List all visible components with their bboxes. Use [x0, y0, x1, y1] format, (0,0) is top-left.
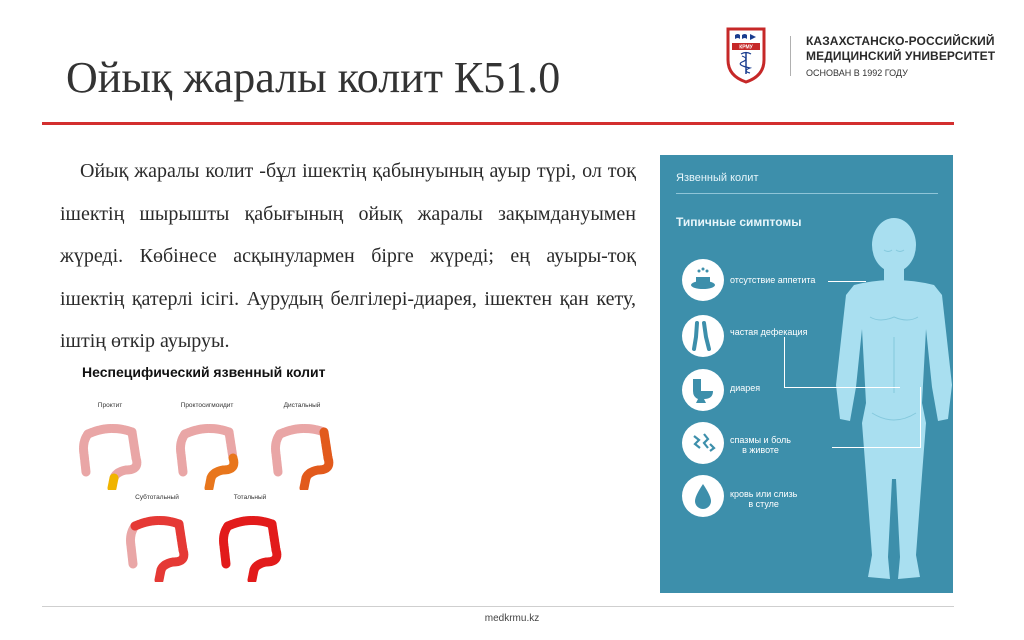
colon-segment-rectum — [304, 478, 306, 488]
colon-label: Тотальный — [233, 494, 267, 501]
university-founded: ОСНОВАН В 1992 ГОДУ — [806, 68, 908, 78]
colon-segment-sigmoid — [211, 458, 234, 478]
colon-segment-sigmoid — [306, 458, 329, 478]
colon-label: Субтотальный — [135, 494, 179, 501]
colon-segment-ascending — [276, 434, 281, 472]
symptom-label-line: кровь или слизь — [730, 489, 798, 499]
leader-line — [828, 281, 866, 282]
colon-segment-rectum — [209, 478, 211, 488]
colon-label: Проктосигмоидит — [180, 402, 234, 409]
colon-diagram-total — [205, 494, 295, 584]
colon-segment-rectum — [252, 570, 254, 580]
symptom-label: диарея — [730, 383, 761, 393]
colon-segment-sigmoid — [114, 458, 137, 478]
university-logo — [724, 26, 1014, 88]
drop-icon — [682, 475, 724, 517]
human-body-figure — [810, 217, 953, 593]
leader-line — [784, 337, 785, 387]
logo-abbr: КРМУ — [739, 44, 753, 51]
colon-segment-rectum — [159, 570, 161, 580]
colon-label: Дистальный — [283, 402, 321, 409]
symptom-label: отсутствие аппетита — [730, 275, 816, 285]
plate-icon — [682, 259, 724, 301]
symptom-label-line: спазмы и боль — [730, 435, 791, 445]
university-emblem-icon — [724, 26, 768, 84]
symptom-label — [730, 435, 791, 455]
colon-diagram-subtotal — [112, 494, 202, 584]
footer-divider — [42, 606, 954, 607]
symptoms-infographic — [660, 155, 953, 593]
university-name-line1: КАЗАХСТАНСКО-РОССИЙСКИЙ — [806, 34, 995, 48]
colon-diagram-proctosigmoiditis — [162, 402, 252, 492]
colon-icon — [70, 414, 150, 490]
body-paragraph: Ойық жаралы колит -бұл ішектің қабынуының ауыр түрі, ол тоқ ішектің шырышты қабығының ойық жаралы зақымдануымен жүреді. Көбінесе асқынулармен бірге жүреді; ең ауыры-тоқ ішектің қатерлі ісігі. Аурудың белгілері-диарея, ішектен қан кету, іштің өткір ауыруы. — [60, 160, 636, 352]
footer-url: medkrmu.kz — [484, 613, 540, 624]
colon-segment-transverse — [135, 520, 179, 526]
cramp-icon — [682, 422, 724, 464]
colon-segment-sigmoid — [161, 550, 184, 570]
colon-diagram-proctitis — [65, 402, 155, 492]
colon-segment-transverse — [228, 520, 272, 526]
title-divider — [42, 122, 954, 125]
colon-segment-transverse — [88, 428, 132, 434]
slide-title: Ойық жаралы колит К51.0 — [66, 53, 561, 102]
colon-icon — [167, 414, 247, 490]
legs-icon — [682, 315, 724, 357]
leader-line — [832, 447, 920, 448]
symptom-label — [730, 489, 797, 509]
colon-segment-ascending — [224, 526, 229, 564]
colon-icon — [117, 506, 197, 582]
colon-icon — [262, 414, 342, 490]
colon-segment-rectum — [112, 478, 114, 488]
infographic-header: Язвенный колит — [676, 172, 759, 184]
logo-divider — [790, 36, 791, 76]
colon-segment-ascending — [131, 526, 136, 564]
colon-label: Проктит — [97, 402, 123, 409]
university-name-line2: МЕДИЦИНСКИЙ УНИВЕРСИТЕТ — [806, 49, 996, 63]
symptom-label-line: в стуле — [748, 499, 779, 509]
colon-segment-sigmoid — [254, 550, 277, 570]
colon-icon — [210, 506, 290, 582]
colon-segment-transverse — [185, 428, 229, 434]
colon-segment-ascending — [181, 434, 186, 472]
leader-line — [920, 387, 921, 448]
colon-diagram-distal — [257, 402, 347, 492]
colitis-figure-title: Неспецифический язвенный колит — [82, 364, 326, 380]
symptom-label-line: в животе — [742, 445, 779, 455]
symptom-label: частая дефекация — [730, 327, 808, 337]
infographic-divider — [676, 193, 938, 194]
colon-segment-ascending — [84, 434, 89, 472]
leader-line — [784, 387, 900, 388]
infographic-subheader: Типичные симптомы — [676, 215, 802, 229]
colon-segment-transverse — [280, 428, 324, 434]
toilet-icon — [682, 369, 724, 411]
